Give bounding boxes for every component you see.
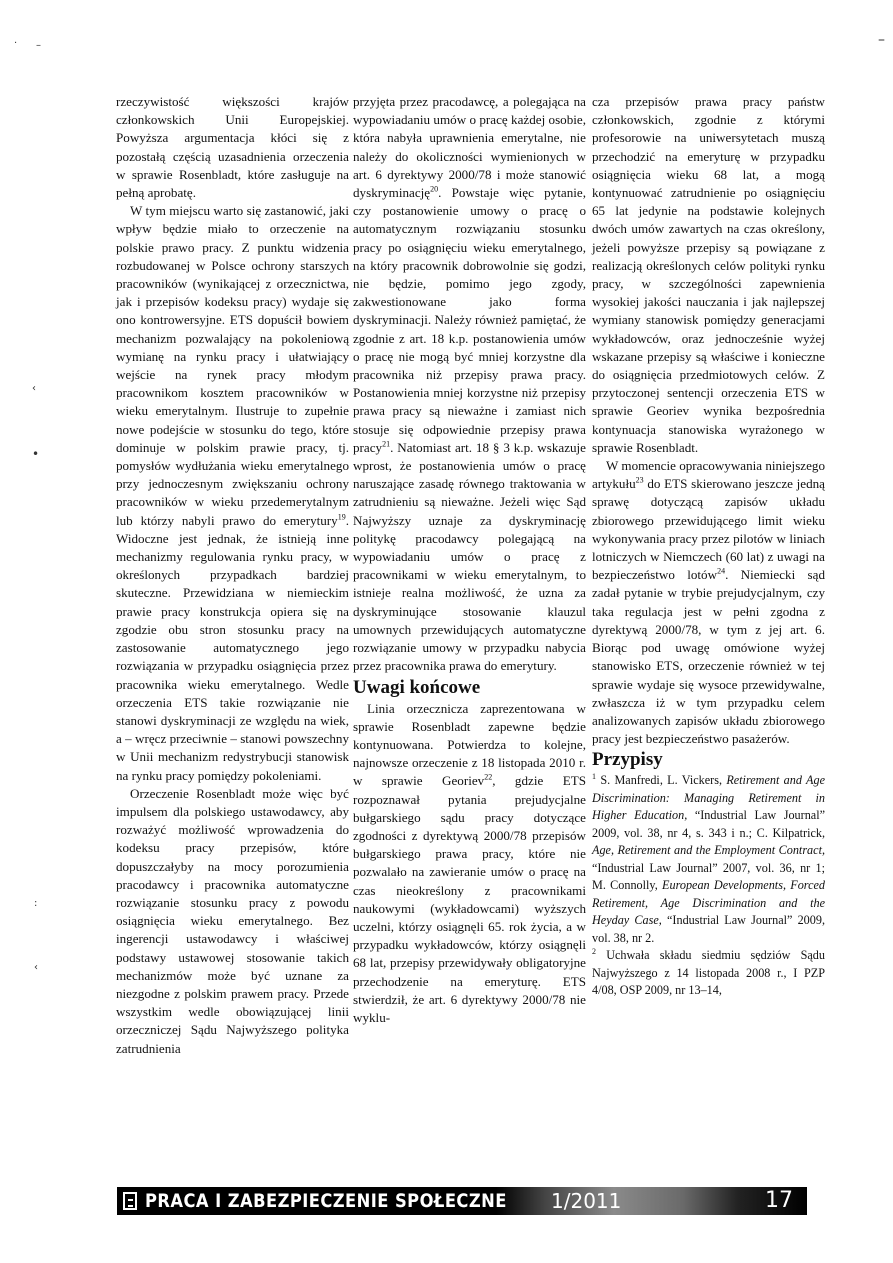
- margin-mark: ‹: [34, 962, 38, 973]
- journal-logo-icon: [123, 1192, 137, 1210]
- footnote-ref: 23: [635, 475, 644, 485]
- margin-mark: :: [34, 898, 38, 909]
- paragraph: cza przepisów prawa pracy państw członkowskich, zgodnie z którymi profesorowie na uniwersytetach muszą przechodzić na emeryturę w przypadku osiągnięcia wieku 68 lat, a mogą kontynuować zatrudnienie po osiągnięciu 65 lat jedynie na podstawie kolejnych dwóch umów zawartych na czas określony, jeżeli powyższe przepisy są powiązane z realizacją określonych celów polityki rynku pracy, w szczególności zapewnienia wysokiej jakości nauczania i jak najlepszej wymiany stanowisk pomiędzy generacjami wykładowców, oraz jednocześnie wyżej wskazane przepisy są właściwe i konieczne do osiągnięcia przedmiotowych celów. Z przytoczonej sentencji orzeczenia ETS w sprawie Georiev wynika bezpośrednia kontynuacja stanowiska wyrażonego w sprawie Rosenbladt.: [592, 94, 825, 455]
- footnote-ref: 19: [337, 512, 346, 522]
- footnote: $^1$ S. Manfredi, L. Vickers, Retirement and Age Discrimination: Managing Retirement in Higher Education, “Industrial Law Journal” 2009, vol. 38, nr 4, s. 343 i n.; C. Kilpatrick, Age, Retirement and the Employment Contract, “Industrial Law Journal” 2007, vol. 36, nr 1; M. Connolly, European Developments, Forced Retirement, Age Discrimination and the Heyday Case, “Industrial Law Journal” 2009, vol. 38, nr 2.: [592, 772, 826, 945]
- footnote: $^2$ Uchwała składu siedmiu sędziów Sądu Najwyższego z 14 listopada 2008 r., I PZP 4/08, OSP 2009, nr 13–14,: [592, 947, 825, 998]
- footnote-ref: 22: [484, 772, 493, 782]
- page-number: 17: [765, 1188, 793, 1213]
- paragraph: W momencie opracowywania niniejszego artykułu$^{23}$ do ETS skierowano jeszcze jedną sprawę dotyczącą zapisów układu zbiorowego przewidującego limit wieku wykonywania pracy przez pilotów w liniach lotniczych w Niemczech (60 lat) z uwagi na bezpieczeństwo lotów$^{24}$. Niemiecki sąd zadał pytanie w trybie prejudycjalnym, czy taka regulacja jest w pełni zgodna z dyrektywą 2000/78, w tym z jej art. 6. Biorąc pod uwagę omówione wyżej stanowisko ETS, orzeczenie również w tej sprawie wydaje się wysoce przewidywalne, zwłaszcza iż w tym przypadku celem analizowanych zapisów układu zbiorowego pracy jest bezpieczeństwo pasażerów.: [592, 458, 826, 747]
- footer-banner: [117, 1187, 807, 1215]
- section-heading: Uwagi końcowe: [353, 676, 481, 698]
- margin-mark: ‹: [32, 383, 36, 394]
- footnote-ref: 20: [430, 184, 439, 194]
- footnotes-heading: Przypisy: [592, 749, 663, 771]
- margin-mark: ·: [14, 38, 18, 49]
- text-column-1: [116, 93, 349, 1058]
- margin-mark: –: [36, 40, 41, 51]
- footnote-ref: 21: [382, 439, 391, 449]
- paragraph: W tym miejscu warto się zastanowić, jaki wpływ będzie miało to orzeczenie na polskie prawo pracy. Z punktu widzenia rozbudowanej w Polsce ochrony starszych pracowników (wynikającej z orzecznictwa, jak i przepisów kodeksu pracy) wydaje się ono kontrowersyjne. ETS dopuścił bowiem mechanizm pozwalający na pokoleniową wymianę na rynku pracy i ułatwiający wejście na rynek pracy młodym pracownikom kosztem pracowników w wieku emerytalnym. Ilustruje to zupełnie nowe podejście w stosunku do tego, które dominuje w polskim prawie pracy, tj. pomysłów wydłużania wieku emerytalnego przy jednoczesnym zwiększaniu ochrony pracowników w wieku przedemerytalnym lub którzy nabyli prawo do emerytury$^{19}$. Widoczne jest jednak, że istnieją inne mechanizmy regulowania rynku pracy, w określonych przypadkach bardziej skuteczne. Przewidziana w niemieckim prawie pracy konstrukcja opiera się na zgodzie obu stron stosunku pracy na zastosowanie automatycznego jego rozwiązania w przypadku osiągnięcia przez pracownika wieku emerytalnego. Wedle orzeczenia ETS takie rozwiązanie nie stanowi dyskryminacji ze względu na wiek, a – wręcz przeciwnie – stanowi powszechny w Unii mechanizm redystrybucji stanowisk na rynku pracy pomiędzy pokoleniami.: [116, 203, 349, 783]
- paragraph: rzeczywistość większości krajów członkowskich Unii Europejskiej. Powyższa argumentacja kłóci się z pozostałą częścią uzasadnienia orzeczenia w sprawie Rosenbladt, które zasługuje na pełną aprobatę.: [116, 94, 349, 201]
- paragraph: Orzeczenie Rosenbladt może więc być impulsem dla polskiego ustawodawcy, aby rozważyć możliwość wprowadzenia do kodeksu pracy przepisów, które dopuszczałyby na mocy porozumienia pracodawcy i pracownika automatyczne rozwiązanie stosunku pracy z powodu osiągnięcia wieku emerytalnego. Bez ingerencji ustawodawcy i właściwej podstawy ustawowej stosowanie takich mechanizmów może być uznane za niezgodne z polskim prawem pracy. Przede wszystkim wedle obowiązującej linii orzeczniczej Sądu Najwyższego polityka zatrudnienia: [116, 785, 349, 1056]
- text-column-3: [592, 93, 825, 1000]
- paragraph: Linia orzecznicza zaprezentowana w sprawie Rosenbladt zapewne będzie kontynuowana. Potwierdza to kolejne, najnowsze orzeczenie z 18 listopada 2010 r. w sprawie Georiev$^{22}$, gdzie ETS rozpoznawał pytania prejudycjalne bułgarskiego sądu pracy dotyczące zgodności z dyrektywą 2000/78 przepisów bułgarskiego prawa pracy, które nie pozwalało na zawieranie umów o pracę na czas nieokreślony z pracownikami naukowymi (wykładowcami) wyższych uczelni, którzy osiągnęli 65. rok życia, a w przypadku wykładowców, którzy osiągnęli 68 lat, przepisy przewidywały obligatoryjne przechodzenie na emeryturę. ETS stwierdził, że art. 6 dyrektywy 2000/78 nie wyklu-: [353, 700, 586, 1025]
- journal-title: PRACA I ZABEZPIECZENIE SPOŁECZNE: [145, 1190, 507, 1212]
- margin-mark: •: [32, 447, 40, 461]
- text-column-2: [353, 93, 586, 1027]
- margin-mark: –: [878, 32, 885, 48]
- paragraph: przyjęta przez pracodawcę, a polegająca na wypowiadaniu umów o pracę każdej osobie, która nabyła uprawnienia emerytalne, nie należy do okoliczności wymienionych w art. 6 dyrektywy 2000/78 i może stanowić dyskryminację$^{20}$. Powstaje więc pytanie, czy postanowienie umowy o pracę o automatycznym rozwiązaniu stosunku pracy po osiągnięciu wieku emerytalnego, na który pracownik dobrowolnie się godzi, nie będzie, pomimo jego zgody, zakwestionowane jako forma dyskryminacji. Należy również pamiętać, że zgodnie z art. 18 k.p. postanowienia umów o pracę nie mogą być mniej korzystne dla pracownika niż przepisy prawa pracy. Postanowienia mniej korzystne niż przepisy prawa pracy są nieważne i zamiast nich stosuje się odpowiednie przepisy prawa pracy$^{21}$. Natomiast art. 18 § 3 k.p. wskazuje wprost, że postanowienia umów o pracę naruszające zasadę równego traktowania w zatrudnieniu są nieważne. Jeżeli więc Sąd Najwyższy uznaje za dyskryminację politykę pracodawcy polegającą na wypowiadaniu umów o pracę z pracownikami w wieku emerytalnym, to istnieje realna możliwość, że uzna za dyskryminujące stosowanie klauzul umownych przewidujących automatyczne rozwiązanie umowy w przypadku nabycia przez pracownika prawa do emerytury.: [353, 94, 586, 674]
- footnote-ref: 24: [717, 566, 726, 576]
- issue-number: 1/2011: [551, 1189, 622, 1213]
